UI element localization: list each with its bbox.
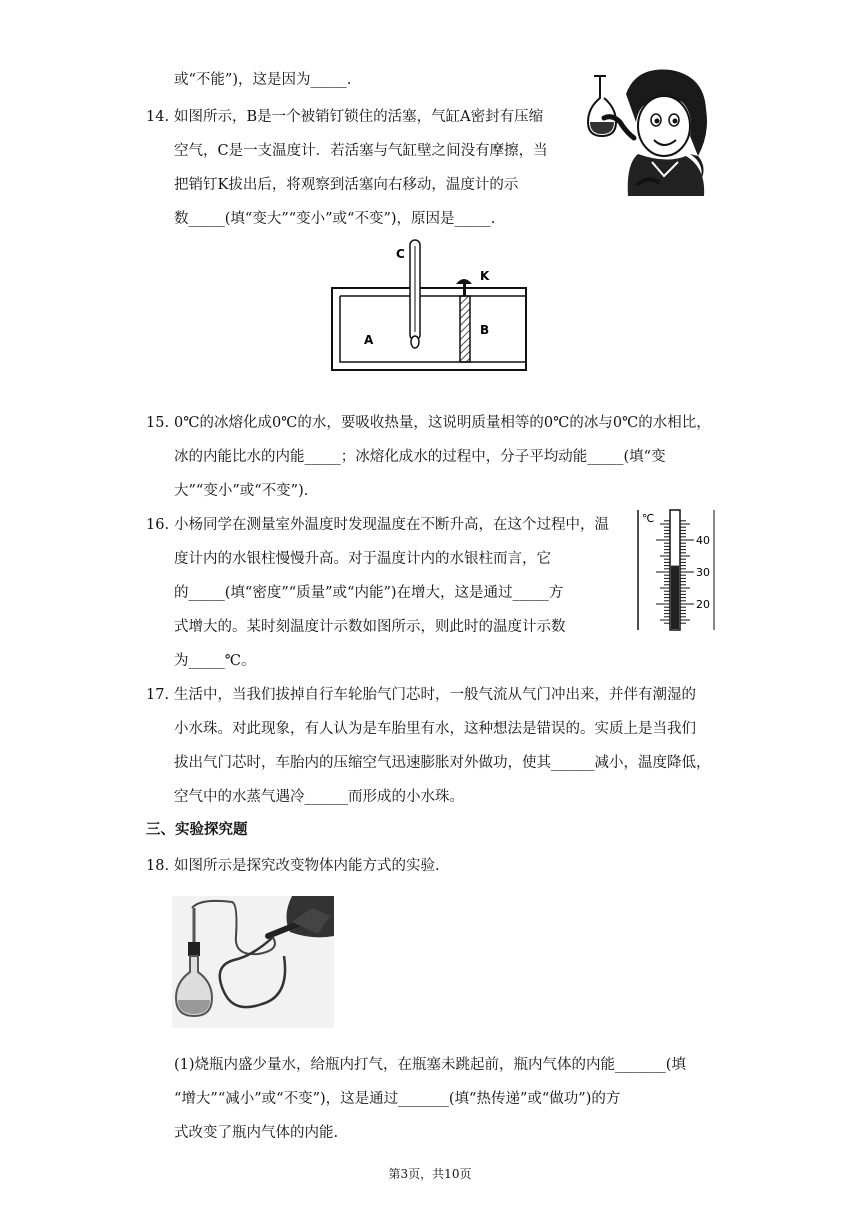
q16-number: 16.	[146, 517, 170, 533]
q16-text-line: 式增大的。某时刻温度计示数如图所示，则此时的温度计示数	[174, 619, 566, 635]
q14-text-line: 如图所示，B是一个被销钉锁住的活塞，气缸A密封有压缩	[174, 109, 544, 125]
q14-text-line: 数_____(填“变大”“变小”或“不变”)，原因是_____.	[174, 211, 496, 227]
q14-number: 14.	[146, 109, 170, 125]
q16-text-line: 为_____℃。	[174, 653, 256, 669]
mercury-column	[671, 566, 679, 629]
q18-number: 18.	[146, 858, 170, 874]
figure-label-c: C	[396, 247, 405, 261]
q14-text-line: 空气，C是一支温度计．若活塞与气缸壁之间没有摩擦，当	[174, 143, 548, 159]
figure-label-k: K	[480, 269, 490, 283]
q14-text-line: 把销钉K拔出后，将观察到活塞向右移动，温度计的示	[174, 177, 519, 193]
q17-text-line: 拔出气门芯时，车胎内的压缩空气迅速膨胀对外做功，使其______减小，温度降低，	[174, 755, 711, 771]
figure-label-a: A	[364, 333, 374, 347]
q17-text-line: 空气中的水蒸气遇冷______而形成的小水珠。	[174, 789, 464, 805]
q16-text-line: 度计内的水银柱慢慢升高。对于温度计内的水银柱而言，它	[174, 551, 551, 567]
q17-text-line: 生活中，当我们拔掉自行车轮胎气门芯时，一般气流从气门冲出来，并伴有潮湿的	[174, 687, 696, 703]
girl-with-flask-illustration	[586, 64, 718, 196]
q13-text-line: 或“不能”)，这是因为_____.	[174, 72, 352, 88]
page-footer: 第3页，共10页	[388, 1167, 472, 1181]
q18-text-line: “增大”“减小”或“不变”)，这是通过_______(填“热传递”或“做功”)的方	[174, 1091, 621, 1107]
q16-text-line: 小杨同学在测量室外温度时发现温度在不断升高，在这个过程中，温	[174, 517, 609, 533]
flask-pump-photo	[172, 896, 334, 1028]
q18-text-line: 式改变了瓶内气体的内能.	[174, 1125, 339, 1141]
section-heading: 三、实验探究题	[146, 822, 248, 838]
q18-text-line: (1)烧瓶内盛少量水，给瓶内打气，在瓶塞未跳起前，瓶内气体的内能_______(填	[174, 1057, 686, 1073]
cylinder-piston-diagram	[330, 236, 530, 372]
thermometer-scale	[636, 508, 718, 632]
q15-text-line: 大”“变小”或“不变”).	[174, 483, 309, 499]
q18-intro: 如图所示是探究改变物体内能方式的实验.	[174, 858, 440, 874]
q15-text-line: 0℃的冰熔化成0℃的水，要吸收热量，这说明质量相等的0℃的冰与0℃的水相比，	[174, 415, 711, 431]
thermometer-tick-label: 20	[696, 598, 710, 611]
q17-number: 17.	[146, 687, 170, 703]
q16-text-line: 的_____(填“密度”“质量”或“内能”)在增大，这是通过_____方	[174, 585, 564, 601]
q15-number: 15.	[146, 415, 170, 431]
q17-text-line: 小水珠。对此现象，有人认为是车胎里有水，这种想法是错误的。实质上是当我们	[174, 721, 696, 737]
thermometer-unit-label: ℃	[642, 512, 655, 525]
thermometer-tick-label: 40	[696, 534, 710, 547]
figure-label-b: B	[480, 323, 490, 337]
q15-text-line: 冰的内能比水的内能_____；冰熔化成水的过程中，分子平均动能_____(填“变	[174, 449, 666, 465]
thermometer-tick-label: 30	[696, 566, 710, 579]
